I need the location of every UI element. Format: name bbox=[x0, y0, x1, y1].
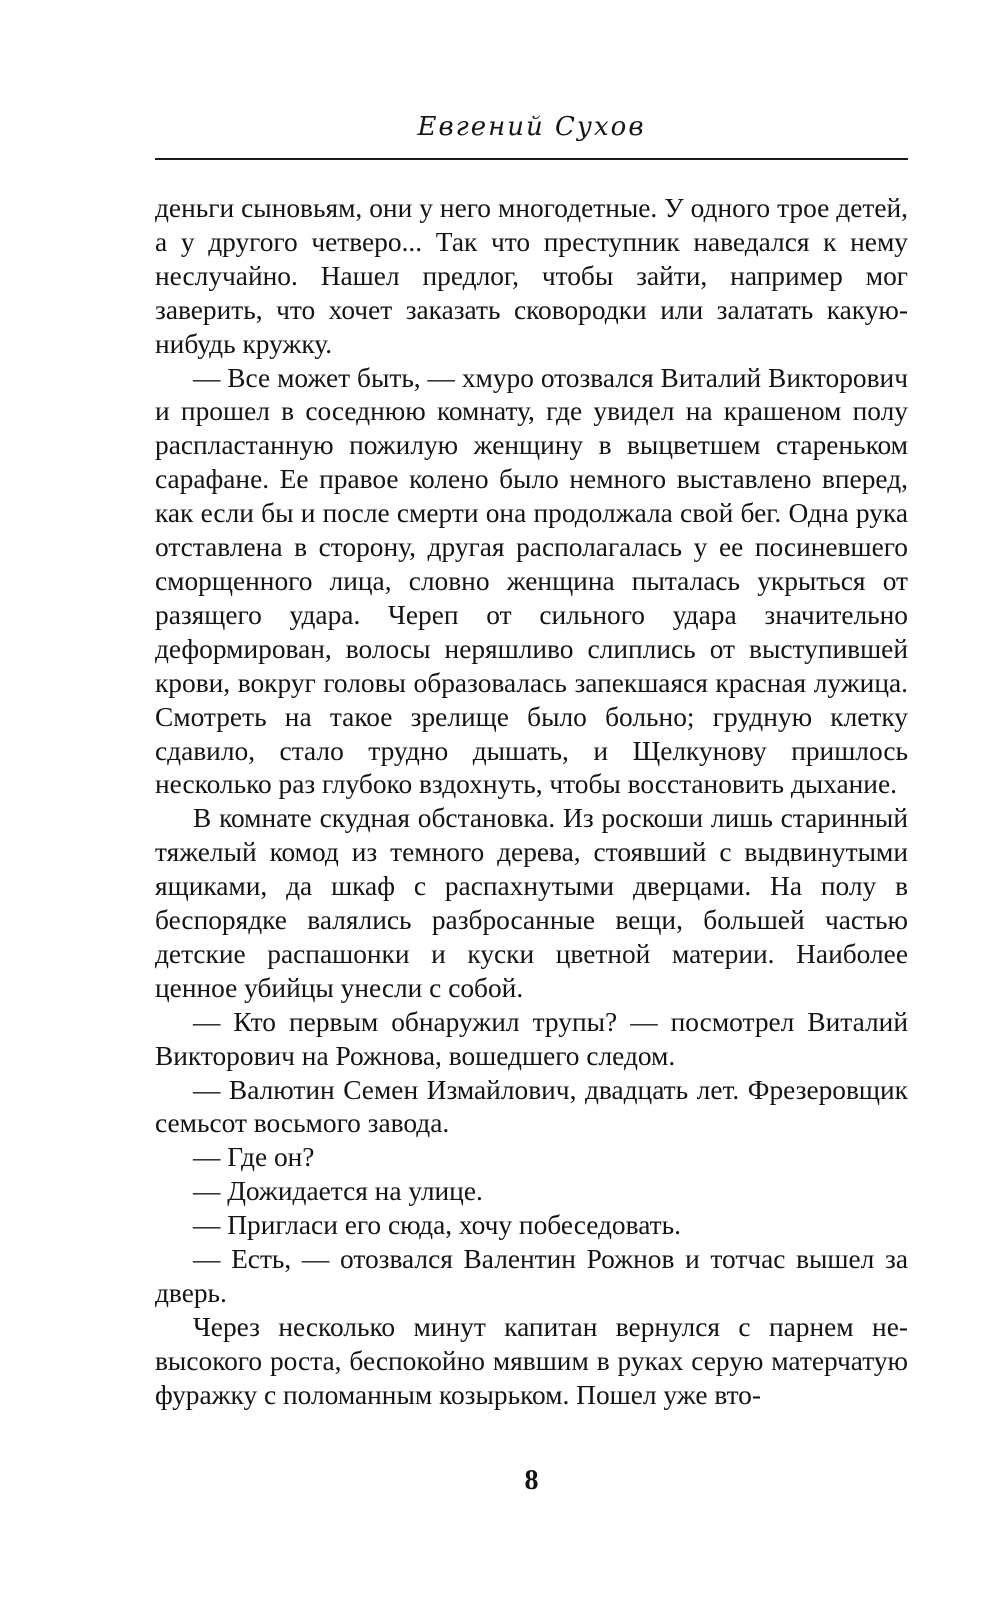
paragraph: деньги сыновьям, они у него многодетные. У одного трое детей, а у другого четверо... Так что преступник наведался к нему неслучайно. Нашел предлог, чтобы зайти, например мог заверить, что хочет заказать сковородки или залатать какую-нибудь кружку. bbox=[155, 193, 908, 359]
dialogue-line: — Валютин Семен Измайлович, двадцать лет. Фрезеровщик семьсот восьмого завода. bbox=[155, 1074, 908, 1139]
paragraph: Через несколько минут капитан вернулся с парнем невысокого роста, беспокойно мявшим в руках серую матерчатую фуражку с поломанным козырьком. Пошел уже вто- bbox=[155, 1311, 908, 1410]
page-number: 8 bbox=[524, 1465, 539, 1496]
dialogue-line: — Есть, — отозвался Валентин Рожнов и тотчас вышел за дверь. bbox=[155, 1244, 908, 1308]
header-rule bbox=[155, 158, 908, 160]
dialogue-line: — Пригласи его сюда, хочу побеседовать. bbox=[193, 1210, 681, 1241]
paragraph: В комнате скудная обстановка. Из роскоши лишь старинный тяжелый комод из темного дерева, стоявший с выдвинутыми ящиками, да шкаф с распахнутыми дверцами. На полу в беспорядке валялись разбросанные вещи, большей частью детские распашонки и куски цветной материи. Наиболее ценное убийцы унесли с собой. bbox=[155, 803, 908, 1003]
paragraph: — Все может быть, — хмуро отозвался Виталий Викторович и прошел в соседнюю комнату, где увидел на крашеном полу распластанную пожилую женщину в выцветшем стареньком сарафане. Ее правое колено было немного выставлено вперед, как если бы и после смерти она продолжала свой бег. Одна рука отставлена в сторону, другая располагалась у ее посиневшего сморщенного лица, словно женщина пыталась укрыться от разящего удара. Череп от сильного удара значительно деформирован, волосы неряшливо слиплись от выступившей крови, вокруг головы образовалась запекшаяся красная лужица. Смотреть на такое зрелище было больно; грудную клетку сдавило, стало трудно дышать, и Щелкунову пришлось несколько раз глубоко вздохнуть, чтобы восстановить дыхание. bbox=[155, 362, 908, 800]
running-head-author: Евгений Сухов bbox=[417, 112, 646, 142]
dialogue-line: — Кто первым обнаружил трупы? — посмотрел Виталий Викторович на Рожнова, вошедшего следом. bbox=[155, 1006, 908, 1071]
dialogue-line: — Где он? bbox=[193, 1142, 315, 1173]
dialogue-line: — Дожидается на улице. bbox=[193, 1176, 483, 1207]
body-text bbox=[155, 192, 908, 1413]
